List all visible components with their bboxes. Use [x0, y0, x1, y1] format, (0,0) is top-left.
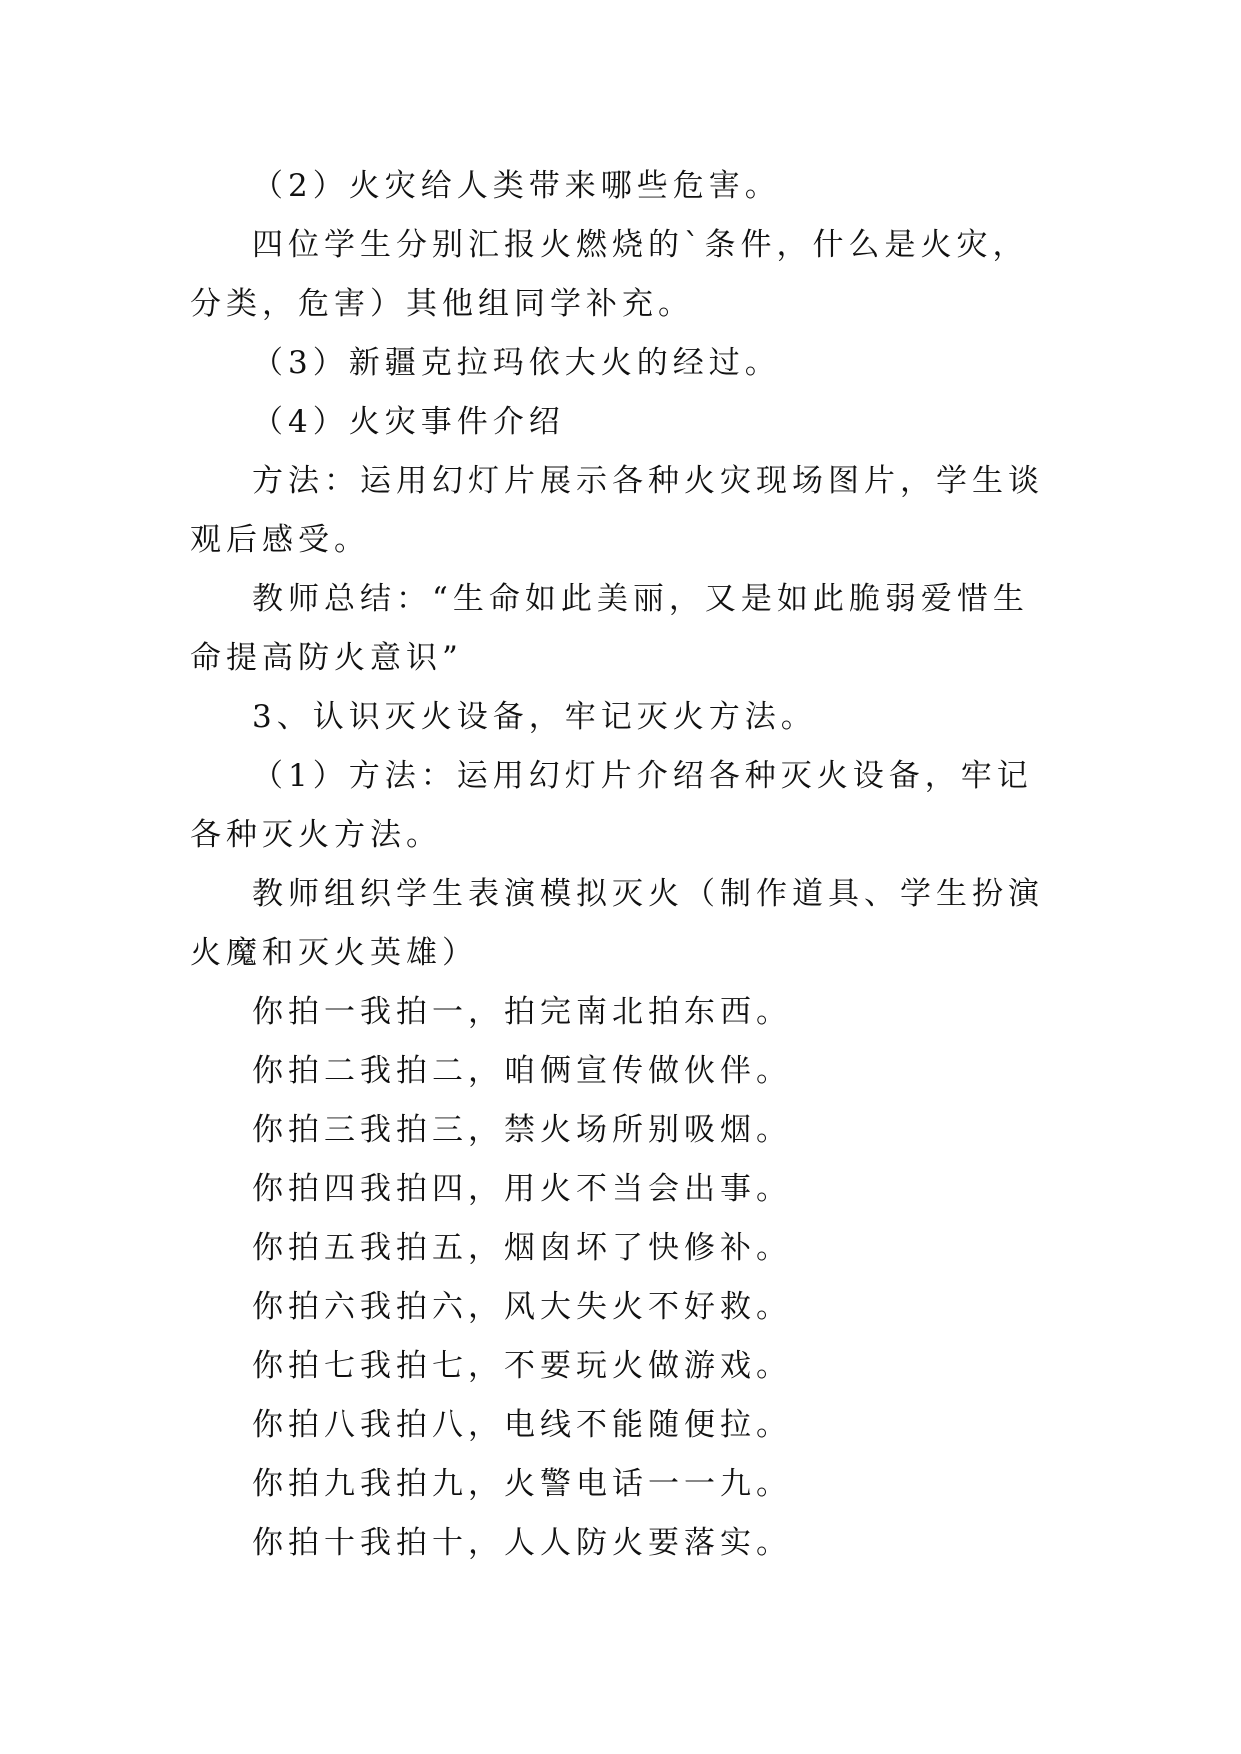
paragraph-role-play: 教师组织学生表演模拟灭火（制作道具、学生扮演火魔和灭火英雄） [190, 876, 1044, 971]
paragraph-student-reports: 四位学生分别汇报火燃烧的`条件，什么是火灾，分类，危害）其他组同学补充。 [190, 227, 1029, 322]
rhyme-line: 你拍五我拍五，烟囱坏了快修补。 [252, 1230, 792, 1266]
rhyme-line: 你拍四我拍四，用火不当会出事。 [252, 1171, 792, 1207]
rhyme-line: 你拍六我拍六，风大失火不好救。 [252, 1289, 792, 1325]
paragraph-karamay-fire: （3）新疆克拉玛依大火的经过。 [252, 345, 781, 381]
paragraph-teacher-summary: 教师总结：“生命如此美丽，又是如此脆弱爱惜生命提高防火意识” [190, 581, 1029, 676]
paragraph-slides-method: 方法：运用幻灯片展示各种火灾现场图片，学生谈观后感受。 [190, 463, 1044, 558]
rhyme-line: 你拍三我拍三，禁火场所别吸烟。 [252, 1112, 792, 1148]
rhyme-line: 你拍二我拍二，咱俩宣传做伙伴。 [252, 1053, 792, 1089]
paragraph-fire-events: （4）火灾事件介绍 [252, 404, 565, 440]
rhyme-line: 你拍十我拍十，人人防火要落实。 [252, 1525, 792, 1561]
document-body [190, 157, 1060, 1573]
rhyme-line: 你拍九我拍九，火警电话一一九。 [252, 1466, 792, 1502]
paragraph-equipment-method: （1）方法：运用幻灯片介绍各种灭火设备，牢记各种灭火方法。 [190, 758, 1033, 853]
paragraph-section-3-heading: 3、认识灭火设备，牢记灭火方法。 [252, 699, 817, 735]
rhyme-line: 你拍八我拍八，电线不能随便拉。 [252, 1407, 792, 1443]
rhyme-line: 你拍七我拍七，不要玩火做游戏。 [252, 1348, 792, 1384]
paragraph-fire-hazards-question: （2）火灾给人类带来哪些危害。 [252, 168, 781, 204]
rhyme-line: 你拍一我拍一，拍完南北拍东西。 [252, 994, 792, 1030]
